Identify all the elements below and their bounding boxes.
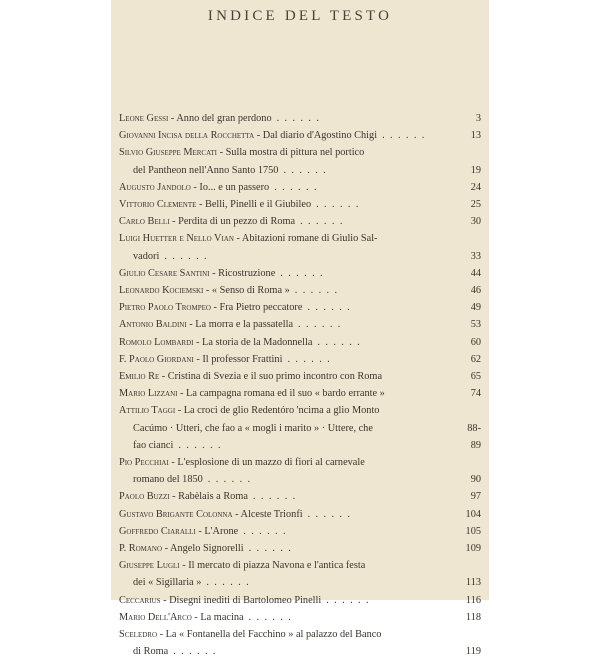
leader-dots: . . . . . . <box>173 646 217 658</box>
toc-entry <box>119 127 481 144</box>
entry-page-number: 25 <box>470 199 481 211</box>
entry-first-line <box>119 179 459 196</box>
toc-entry <box>119 230 481 264</box>
leader-dots: . . . . . . <box>317 336 362 348</box>
entry-title-text: - Angelo Signorelli <box>162 543 244 555</box>
entry-title-text: - La croci de glio Redentóro 'ncima a glio Monto <box>175 405 380 417</box>
entry-title-text: romano del 1850 <box>133 474 203 486</box>
entry-title-text: - Belli, Pinelli e il Giubileo <box>196 199 312 211</box>
leader-dots: . . . . . . <box>276 113 321 124</box>
entry-page-number: 97 <box>470 491 481 503</box>
entry-first-line <box>119 523 459 540</box>
toc-entry <box>119 299 481 316</box>
entry-author: Romolo Lombardi <box>119 336 194 348</box>
entry-first-line <box>119 506 459 523</box>
entry-first-line <box>119 402 459 419</box>
entry-first-line <box>119 592 459 609</box>
leader-dots: . . . . . . <box>382 130 426 142</box>
entry-title-text: vadori <box>133 250 160 262</box>
entry-author: Pio Pecchiai <box>119 457 169 469</box>
entry-page-number: 109 <box>465 543 481 555</box>
entry-continuation-line <box>119 437 459 454</box>
entry-page-number: 88-89 <box>467 422 481 451</box>
toc-entry <box>119 351 481 368</box>
leader-dots: . . . . . . <box>252 491 297 503</box>
entry-author: Luigi Huetter e Nello Vian <box>119 233 234 245</box>
leader-dots: . . . . . . <box>164 250 209 262</box>
entry-title-text: - L'esplosione di un mazzo di fiori al carnevale <box>168 457 365 469</box>
toc-entry <box>119 557 481 591</box>
entry-continuation-line <box>119 643 459 660</box>
entry-title-text: - Il mercato di piazza Navona e l'antica festa <box>179 560 366 572</box>
entry-first-line <box>119 316 459 333</box>
toc-entry <box>119 144 481 178</box>
toc-entry <box>119 213 481 230</box>
toc-entry <box>119 540 481 557</box>
entry-page-number: 118 <box>465 611 481 623</box>
entry-author: Giovanni Incisa della Rocchetta <box>119 130 255 142</box>
toc-entry <box>119 592 481 609</box>
entry-page-number: 33 <box>470 250 481 262</box>
entry-title-text: - La morra e la passatella <box>186 319 294 331</box>
leader-dots: . . . . . . <box>274 181 318 193</box>
toc-entry <box>119 523 481 540</box>
entry-first-line <box>119 368 459 385</box>
entry-first-line <box>119 299 459 316</box>
entry-author: Augusto Jandolo <box>119 181 191 193</box>
entry-author: Attilio Taggi <box>119 405 176 417</box>
toc-entry <box>119 488 481 505</box>
leader-dots: . . . . . . <box>316 199 360 211</box>
leader-dots: . . . . . . <box>307 302 352 314</box>
entry-title-text: - « Senso di Roma » <box>203 285 290 297</box>
entry-title-text: - La campagna romana ed il suo « bardo errante » <box>177 388 385 400</box>
entry-author: Antonio Baldini <box>119 319 187 331</box>
entry-author: Sceledro <box>119 629 158 641</box>
entry-first-line <box>119 144 459 161</box>
entry-page-number: 44 <box>470 267 481 279</box>
leader-dots: . . . . . . <box>243 525 287 537</box>
toc-entry <box>119 265 481 282</box>
entry-title-text: - L'Arone <box>195 525 239 537</box>
entry-author: Ceccarius <box>119 594 161 606</box>
entry-author: F. Paolo Giordani <box>119 353 194 365</box>
entry-first-line <box>119 488 459 505</box>
leader-dots: . . . . . . <box>248 543 293 555</box>
entry-page-number: 30 <box>470 216 481 228</box>
entry-first-line <box>119 385 459 402</box>
entry-first-line <box>119 230 459 247</box>
entry-title-text: - La « Fontanella del Facchino » al palazzo del Banco <box>157 629 382 641</box>
entry-title-text: - Alceste Trionfi <box>232 508 303 520</box>
entry-first-line <box>119 540 459 557</box>
entry-page-number: 49 <box>470 302 481 314</box>
toc-entry <box>119 385 481 402</box>
entry-continuation-line <box>119 248 459 265</box>
entry-title-text: - Rabèlais a Roma <box>169 491 248 503</box>
toc-entry <box>119 110 481 127</box>
entry-title-text: - La storia de la Madonnella <box>193 336 313 348</box>
entry-author: Pietro Paolo Trompeo <box>119 302 211 314</box>
entry-page-number: 105 <box>465 525 481 537</box>
entry-page-number: 53 <box>470 319 481 331</box>
entry-continuation-line <box>119 574 459 591</box>
toc-entry <box>119 334 481 351</box>
entry-title-text: - Fra Pietro peccatore <box>210 302 303 314</box>
entry-title-text: del Pantheon nell'Anno Santo 1750 <box>133 164 279 176</box>
toc-entry <box>119 626 481 660</box>
entry-author: Leonardo Kociemski <box>119 285 204 297</box>
entry-page-number: 62 <box>470 353 481 365</box>
leader-dots: . . . . . . <box>307 508 352 520</box>
entry-first-line <box>119 334 459 351</box>
table-of-contents <box>119 110 481 661</box>
entry-author: P. Romano <box>119 543 163 555</box>
entry-page-number: 24 <box>470 181 481 193</box>
entry-title-text: Cacúmo · Utteri, che fao a « mogli i marito » · Uttere, che <box>133 422 373 434</box>
entry-title-text: - Disegni inediti di Bartolomeo Pinelli <box>160 594 322 606</box>
leader-dots: . . . . . . <box>206 577 251 589</box>
entry-author: Goffredo Ciaralli <box>119 525 196 537</box>
entry-page-number: 119 <box>465 646 481 658</box>
entry-first-line <box>119 557 459 574</box>
entry-first-line <box>119 213 459 230</box>
entry-title-text: - Abitazioni romane di Giulio Sal- <box>233 233 378 245</box>
book-page <box>111 0 489 658</box>
leader-dots: . . . . . . <box>300 216 344 228</box>
entry-first-line <box>119 609 459 626</box>
leader-dots: . . . . . . <box>298 319 342 331</box>
entry-title-text: - Il professor Frattini <box>193 353 283 365</box>
entry-first-line <box>119 196 459 213</box>
entry-first-line <box>119 351 459 368</box>
leader-dots: . . . . . . <box>248 611 293 623</box>
entry-author: Emilio Re <box>119 371 160 383</box>
entry-page-number: 19 <box>470 164 481 176</box>
entry-first-line <box>119 626 459 643</box>
toc-entry <box>119 179 481 196</box>
entry-title-text: - Io... e un passero <box>190 181 270 193</box>
entry-page-number: 46 <box>470 285 481 297</box>
entry-author: Giulio Cesare Santini <box>119 267 210 279</box>
entry-title-text: - Perdita di un pezzo di Roma <box>169 216 296 228</box>
entry-continuation-line <box>119 471 459 488</box>
entry-title-text: - La macina <box>191 611 244 623</box>
entry-title-text: fao cianci <box>133 439 174 451</box>
entry-continuation-line <box>119 162 459 179</box>
toc-entry <box>119 402 481 454</box>
entry-title-text: - Cristina di Svezia e il suo primo incontro con Roma <box>159 371 383 383</box>
entry-page-number: 3 <box>475 113 481 124</box>
entry-author: Gustavo Brigante Colonna <box>119 508 233 520</box>
leader-dots: . . . . . . <box>280 267 324 279</box>
entry-title-text: - Sulla mostra di pittura nel portico <box>217 147 365 159</box>
entry-first-line <box>119 110 459 127</box>
entry-author: Carlo Belli <box>119 216 170 228</box>
entry-author: Mario Dell'Arco <box>119 611 192 623</box>
leader-dots: . . . . . . <box>283 164 328 176</box>
entry-first-line <box>119 454 459 471</box>
entry-continuation-line <box>119 420 459 437</box>
leader-dots: . . . . . . <box>287 353 332 365</box>
entry-page-number: 113 <box>465 577 481 589</box>
toc-entry <box>119 368 481 385</box>
entry-page-number: 13 <box>470 130 481 142</box>
entry-page-number: 104 <box>465 508 481 520</box>
entry-author: Mario Lizzani <box>119 388 178 400</box>
entry-first-line <box>119 282 459 299</box>
entry-title-text: dei « Sigillaria » <box>133 577 202 589</box>
leader-dots: . . . . . . <box>178 439 223 451</box>
entry-page-number: 90 <box>470 474 481 486</box>
leader-dots: . . . . . . <box>326 594 370 606</box>
entry-author: Giuseppe Lugli <box>119 560 180 572</box>
entry-page-number: 116 <box>465 594 481 606</box>
toc-entry <box>119 196 481 213</box>
toc-entry <box>119 609 481 626</box>
entry-page-number: 60 <box>470 336 481 348</box>
entry-title-text: di Roma <box>133 646 169 658</box>
entry-page-number: 65 <box>470 371 481 383</box>
entry-first-line <box>119 127 459 144</box>
entry-title-text: - Anno del gran perdono <box>168 113 272 124</box>
page-title: INDICE DEL TESTO <box>207 8 393 24</box>
entry-page-number: 74 <box>470 388 481 400</box>
entry-title-text: - Ricostruzione <box>209 267 276 279</box>
toc-entry <box>119 282 481 299</box>
toc-entry <box>119 316 481 333</box>
entry-first-line <box>119 265 459 282</box>
entry-author: Leone Gessi <box>119 113 169 124</box>
entry-author: Silvio Giuseppe Mercati <box>119 147 217 159</box>
entry-title-text: - Dal diario d'Agostino Chigi <box>254 130 378 142</box>
toc-entry <box>119 506 481 523</box>
entry-author: Paolo Buzzi <box>119 491 170 503</box>
leader-dots: . . . . . . <box>207 474 252 486</box>
toc-entry <box>119 454 481 488</box>
entry-author: Vittorio Clemente <box>119 199 197 211</box>
leader-dots: . . . . . . <box>294 285 339 297</box>
